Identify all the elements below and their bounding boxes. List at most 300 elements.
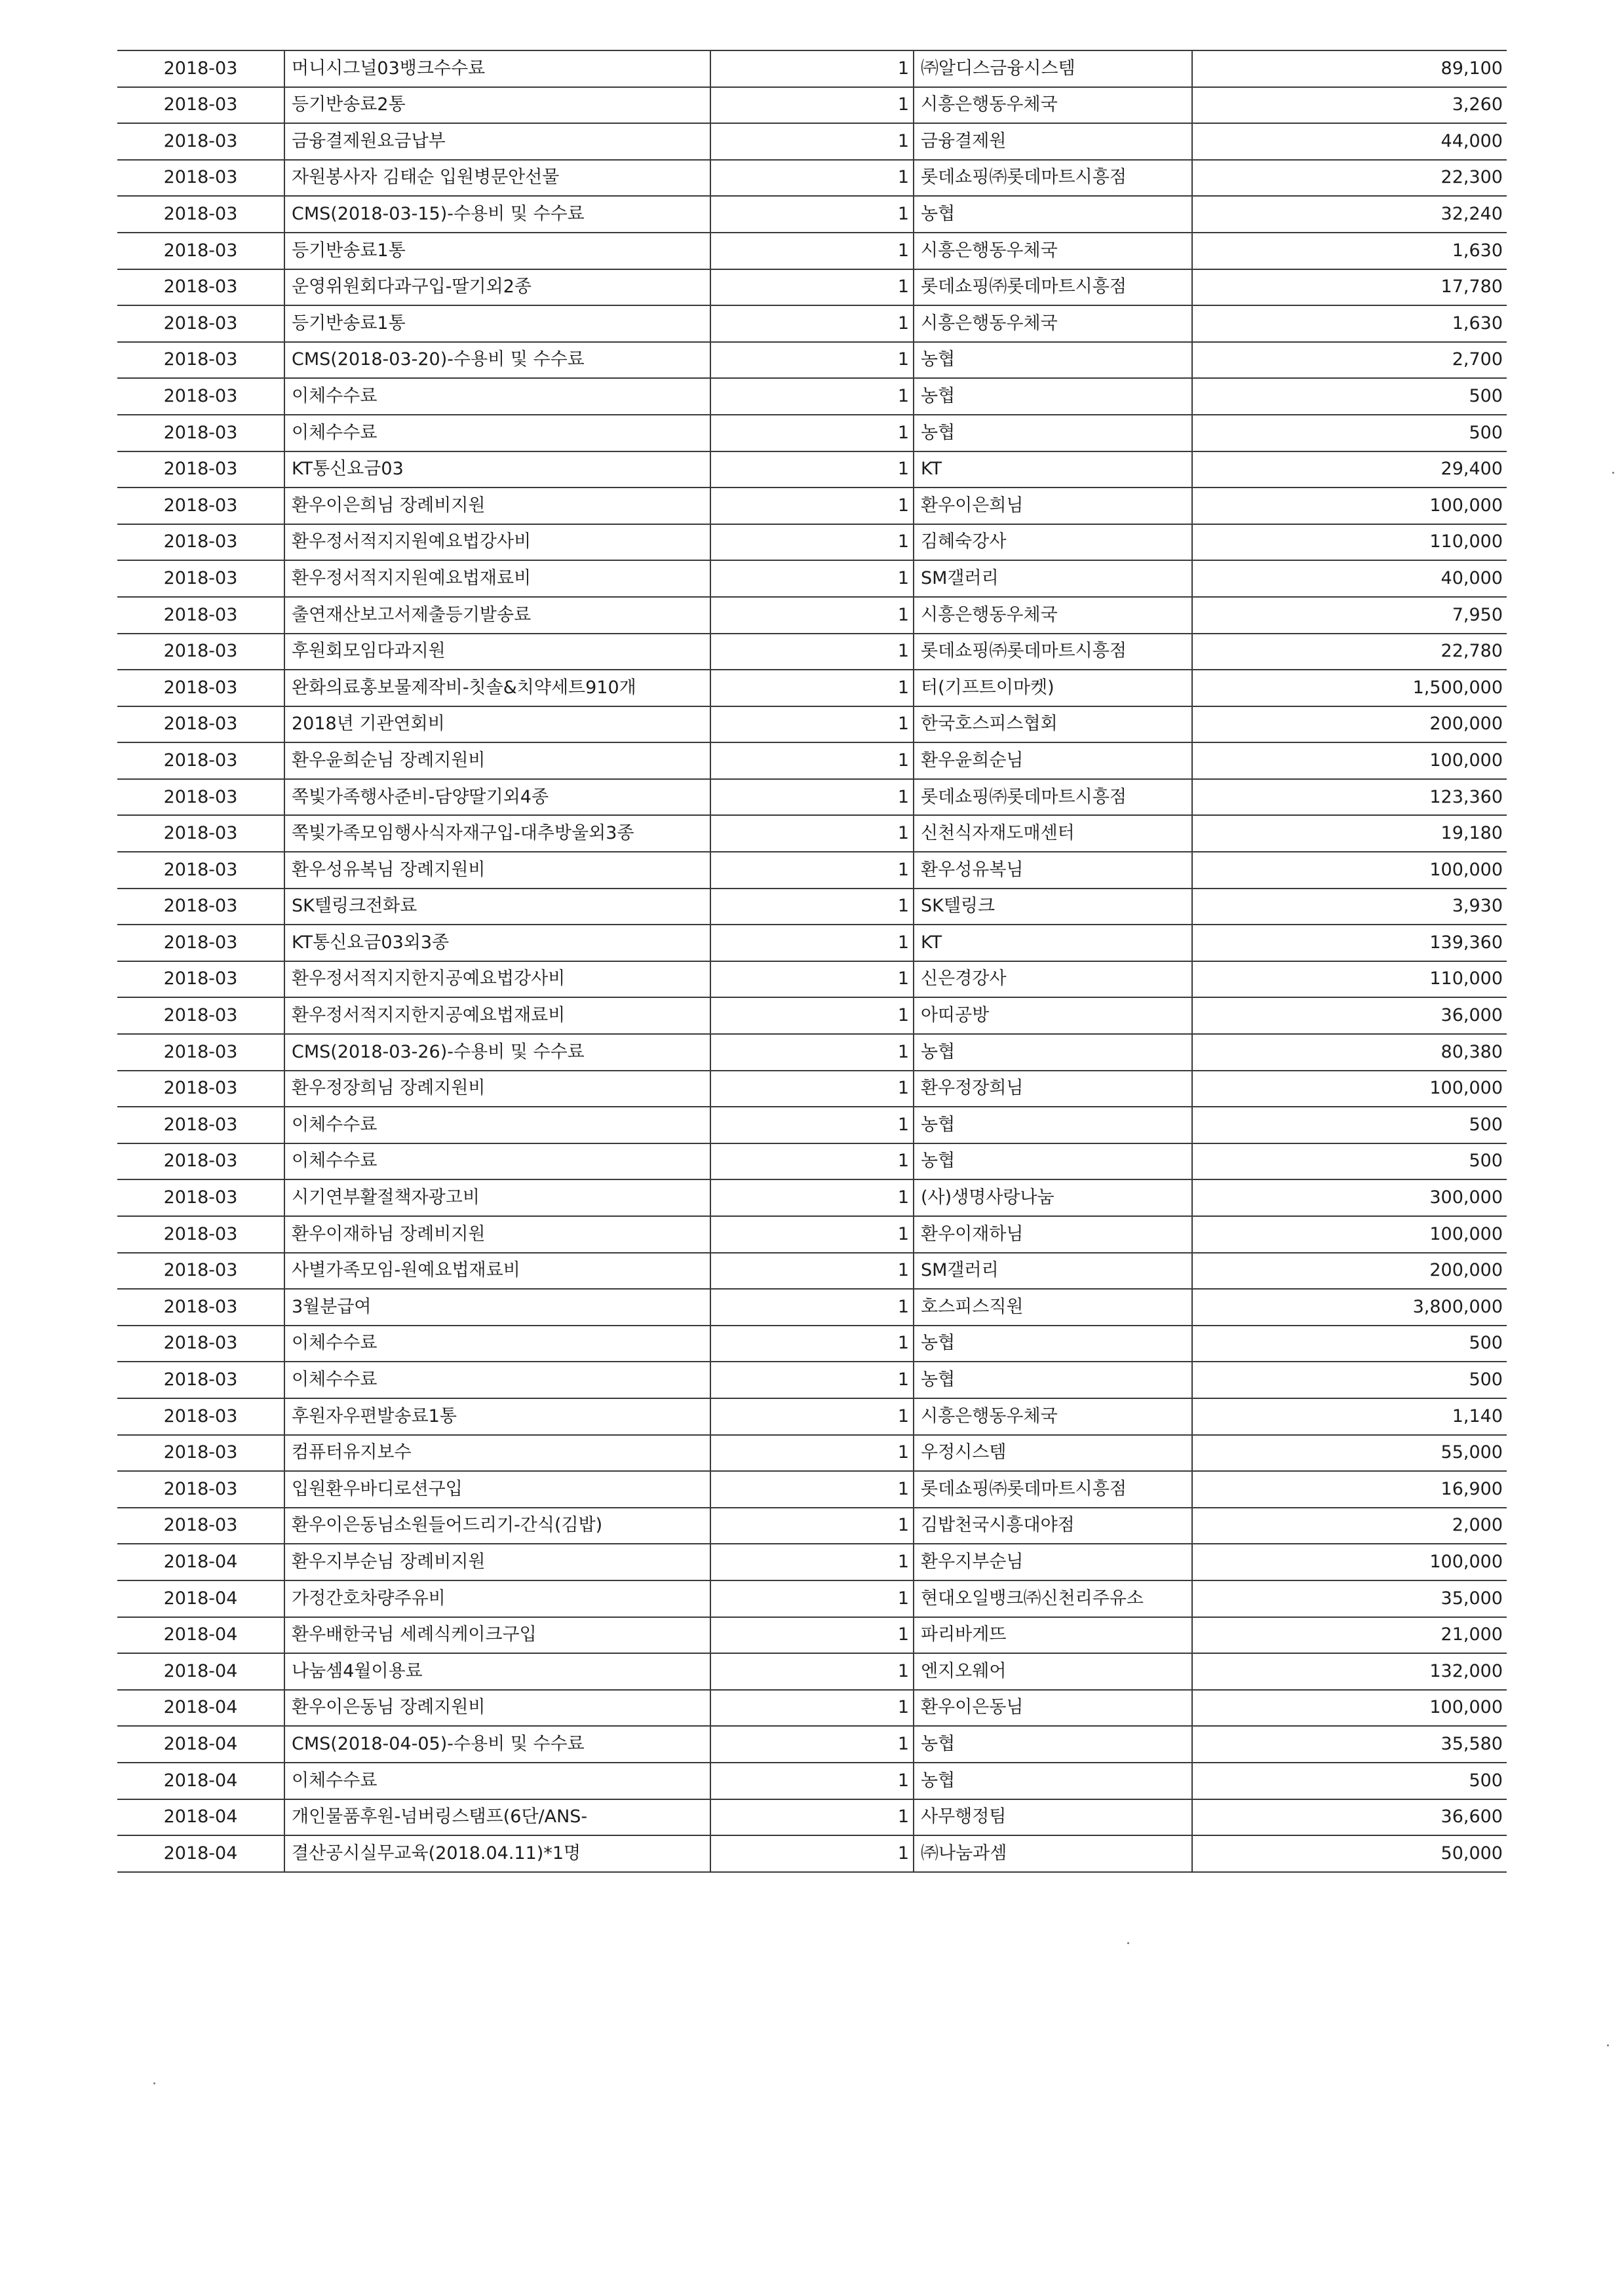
vendor-cell: 롯데쇼핑㈜롯데마트시흥점 (914, 269, 1192, 306)
table-row (117, 1835, 1507, 1872)
date-cell: 2018-03 (117, 779, 284, 816)
amount-cell: 29,400 (1192, 451, 1507, 488)
amount-cell: 1,140 (1192, 1398, 1507, 1435)
vendor-cell: 시흥은행동우체국 (914, 305, 1192, 342)
date-cell: 2018-03 (117, 451, 284, 488)
description-cell: 이체수수료 (284, 1326, 710, 1362)
vendor-cell: 현대오일뱅크㈜신천리주유소 (914, 1580, 1192, 1617)
amount-cell: 36,000 (1192, 997, 1507, 1034)
table-row (117, 1253, 1507, 1290)
description-cell: 등기반송료1통 (284, 233, 710, 269)
vendor-cell: 농협 (914, 415, 1192, 451)
date-cell: 2018-04 (117, 1763, 284, 1799)
table-row (117, 160, 1507, 197)
table-row (117, 269, 1507, 306)
amount-cell: 16,900 (1192, 1471, 1507, 1508)
table-row (117, 342, 1507, 379)
date-cell: 2018-04 (117, 1835, 284, 1872)
description-cell: 후원회모임다과지원 (284, 634, 710, 670)
table-row (117, 815, 1507, 852)
vendor-cell: 롯데쇼핑㈜롯데마트시흥점 (914, 634, 1192, 670)
vendor-cell: ㈜알디스금융시스템 (914, 50, 1192, 87)
vendor-cell: 농협 (914, 378, 1192, 415)
quantity-cell: 1 (710, 1544, 914, 1580)
date-cell: 2018-03 (117, 1034, 284, 1071)
table-row (117, 634, 1507, 670)
amount-cell: 139,360 (1192, 925, 1507, 961)
vendor-cell: 김혜숙강사 (914, 524, 1192, 561)
quantity-cell: 1 (710, 269, 914, 306)
vendor-cell: 환우지부순님 (914, 1544, 1192, 1580)
table-row (117, 706, 1507, 743)
description-cell: 결산공시실무교육(2018.04.11)*1명 (284, 1835, 710, 1872)
date-cell: 2018-03 (117, 160, 284, 197)
vendor-cell: 아띠공방 (914, 997, 1192, 1034)
amount-cell: 55,000 (1192, 1435, 1507, 1472)
vendor-cell: 농협 (914, 1107, 1192, 1143)
description-cell: 사별가족모임-원예요법재료비 (284, 1253, 710, 1290)
vendor-cell: SK텔링크 (914, 889, 1192, 925)
description-cell: 이체수수료 (284, 1143, 710, 1180)
quantity-cell: 1 (710, 961, 914, 998)
vendor-cell: 신은경강사 (914, 961, 1192, 998)
table-row (117, 1508, 1507, 1544)
amount-cell: 123,360 (1192, 779, 1507, 816)
quantity-cell: 1 (710, 1216, 914, 1253)
description-cell: 환우성유복님 장례지원비 (284, 852, 710, 889)
table-row (117, 670, 1507, 706)
amount-cell: 80,380 (1192, 1034, 1507, 1071)
date-cell: 2018-03 (117, 50, 284, 87)
vendor-cell: 시흥은행동우체국 (914, 233, 1192, 269)
vendor-cell: 농협 (914, 1362, 1192, 1398)
table-row (117, 997, 1507, 1034)
description-cell: 환우정서적지지원예요법강사비 (284, 524, 710, 561)
amount-cell: 3,800,000 (1192, 1289, 1507, 1326)
quantity-cell: 1 (710, 1835, 914, 1872)
description-cell: 2018년 기관연회비 (284, 706, 710, 743)
table-row (117, 1071, 1507, 1107)
description-cell: 이체수수료 (284, 378, 710, 415)
description-cell: 환우이은동님 장례지원비 (284, 1690, 710, 1727)
vendor-cell: (사)생명사랑나눔 (914, 1179, 1192, 1216)
date-cell: 2018-03 (117, 925, 284, 961)
amount-cell: 35,580 (1192, 1726, 1507, 1763)
date-cell: 2018-03 (117, 1179, 284, 1216)
table-row (117, 233, 1507, 269)
date-cell: 2018-03 (117, 1289, 284, 1326)
description-cell: 가정간호차량주유비 (284, 1580, 710, 1617)
amount-cell: 110,000 (1192, 524, 1507, 561)
description-cell: 이체수수료 (284, 1763, 710, 1799)
vendor-cell: 농협 (914, 196, 1192, 233)
vendor-cell: 시흥은행동우체국 (914, 1398, 1192, 1435)
quantity-cell: 1 (710, 160, 914, 197)
quantity-cell: 1 (710, 50, 914, 87)
vendor-cell: 우정시스템 (914, 1435, 1192, 1472)
date-cell: 2018-04 (117, 1580, 284, 1617)
date-cell: 2018-03 (117, 742, 284, 779)
table-row (117, 779, 1507, 816)
table-row (117, 961, 1507, 998)
date-cell: 2018-03 (117, 634, 284, 670)
vendor-cell: 환우이은희님 (914, 488, 1192, 524)
date-cell: 2018-04 (117, 1799, 284, 1836)
quantity-cell: 1 (710, 123, 914, 160)
amount-cell: 110,000 (1192, 961, 1507, 998)
date-cell: 2018-03 (117, 961, 284, 998)
quantity-cell: 1 (710, 1617, 914, 1654)
quantity-cell: 1 (710, 1763, 914, 1799)
table-row (117, 1690, 1507, 1727)
vendor-cell: 금융결제원 (914, 123, 1192, 160)
quantity-cell: 1 (710, 233, 914, 269)
description-cell: 환우이은희님 장례비지원 (284, 488, 710, 524)
table-row (117, 196, 1507, 233)
amount-cell: 44,000 (1192, 123, 1507, 160)
quantity-cell: 1 (710, 524, 914, 561)
vendor-cell: ㈜나눔과셈 (914, 1835, 1192, 1872)
quantity-cell: 1 (710, 1143, 914, 1180)
quantity-cell: 1 (710, 1071, 914, 1107)
vendor-cell: 농협 (914, 1726, 1192, 1763)
table-row (117, 1326, 1507, 1362)
amount-cell: 3,930 (1192, 889, 1507, 925)
quantity-cell: 1 (710, 852, 914, 889)
amount-cell: 1,630 (1192, 305, 1507, 342)
vendor-cell: 사무행정팀 (914, 1799, 1192, 1836)
quantity-cell: 1 (710, 997, 914, 1034)
vendor-cell: 환우윤희순님 (914, 742, 1192, 779)
description-cell: 환우정서적지지한지공예요법재료비 (284, 997, 710, 1034)
date-cell: 2018-03 (117, 196, 284, 233)
quantity-cell: 1 (710, 1690, 914, 1727)
quantity-cell: 1 (710, 1726, 914, 1763)
description-cell: 입원환우바디로션구입 (284, 1471, 710, 1508)
description-cell: 운영위원회다과구입-딸기외2종 (284, 269, 710, 306)
expense-ledger-table (117, 50, 1507, 1873)
table-row (117, 1763, 1507, 1799)
vendor-cell: 롯데쇼핑㈜롯데마트시흥점 (914, 779, 1192, 816)
amount-cell: 132,000 (1192, 1653, 1507, 1690)
table-row (117, 123, 1507, 160)
description-cell: KT통신요금03 (284, 451, 710, 488)
quantity-cell: 1 (710, 378, 914, 415)
description-cell: 등기반송료1통 (284, 305, 710, 342)
quantity-cell: 1 (710, 1471, 914, 1508)
description-cell: 이체수수료 (284, 415, 710, 451)
amount-cell: 100,000 (1192, 1071, 1507, 1107)
description-cell: 등기반송료2통 (284, 87, 710, 124)
quantity-cell: 1 (710, 597, 914, 634)
amount-cell: 50,000 (1192, 1835, 1507, 1872)
description-cell: 환우정서적지지원예요법재료비 (284, 560, 710, 597)
amount-cell: 300,000 (1192, 1179, 1507, 1216)
amount-cell: 200,000 (1192, 1253, 1507, 1290)
date-cell: 2018-03 (117, 233, 284, 269)
amount-cell: 1,630 (1192, 233, 1507, 269)
date-cell: 2018-03 (117, 305, 284, 342)
date-cell: 2018-03 (117, 706, 284, 743)
vendor-cell: 농협 (914, 342, 1192, 379)
quantity-cell: 1 (710, 1362, 914, 1398)
table-row (117, 1653, 1507, 1690)
amount-cell: 22,780 (1192, 634, 1507, 670)
description-cell: SK텔링크전화료 (284, 889, 710, 925)
vendor-cell: SM갤러리 (914, 560, 1192, 597)
table-row (117, 1471, 1507, 1508)
date-cell: 2018-03 (117, 597, 284, 634)
quantity-cell: 1 (710, 1799, 914, 1836)
vendor-cell: KT (914, 925, 1192, 961)
quantity-cell: 1 (710, 451, 914, 488)
vendor-cell: 엔지오웨어 (914, 1653, 1192, 1690)
table-row (117, 1617, 1507, 1654)
amount-cell: 100,000 (1192, 742, 1507, 779)
amount-cell: 500 (1192, 1326, 1507, 1362)
table-row (117, 1143, 1507, 1180)
table-row (117, 87, 1507, 124)
date-cell: 2018-04 (117, 1617, 284, 1654)
vendor-cell: 롯데쇼핑㈜롯데마트시흥점 (914, 1471, 1192, 1508)
description-cell: CMS(2018-03-20)-수용비 및 수수료 (284, 342, 710, 379)
amount-cell: 100,000 (1192, 1544, 1507, 1580)
quantity-cell: 1 (710, 196, 914, 233)
description-cell: CMS(2018-03-15)-수용비 및 수수료 (284, 196, 710, 233)
table-row (117, 378, 1507, 415)
amount-cell: 17,780 (1192, 269, 1507, 306)
description-cell: 환우지부순님 장례비지원 (284, 1544, 710, 1580)
date-cell: 2018-03 (117, 1508, 284, 1544)
table-row (117, 488, 1507, 524)
ledger-body (117, 50, 1507, 1872)
date-cell: 2018-03 (117, 1435, 284, 1472)
quantity-cell: 1 (710, 305, 914, 342)
date-cell: 2018-03 (117, 670, 284, 706)
date-cell: 2018-03 (117, 560, 284, 597)
date-cell: 2018-03 (117, 342, 284, 379)
amount-cell: 100,000 (1192, 1216, 1507, 1253)
quantity-cell: 1 (710, 815, 914, 852)
table-row (117, 1398, 1507, 1435)
amount-cell: 500 (1192, 378, 1507, 415)
table-row (117, 415, 1507, 451)
vendor-cell: 시흥은행동우체국 (914, 597, 1192, 634)
date-cell: 2018-03 (117, 1326, 284, 1362)
amount-cell: 1,500,000 (1192, 670, 1507, 706)
table-row (117, 1107, 1507, 1143)
table-row (117, 597, 1507, 634)
scan-speck (153, 2082, 155, 2084)
description-cell: 환우배한국님 세례식케이크구입 (284, 1617, 710, 1654)
date-cell: 2018-03 (117, 524, 284, 561)
description-cell: KT통신요금03외3종 (284, 925, 710, 961)
quantity-cell: 1 (710, 1580, 914, 1617)
vendor-cell: 환우정장희님 (914, 1071, 1192, 1107)
table-row (117, 305, 1507, 342)
amount-cell: 500 (1192, 1362, 1507, 1398)
description-cell: 금융결제원요금납부 (284, 123, 710, 160)
description-cell: 3월분급여 (284, 1289, 710, 1326)
amount-cell: 32,240 (1192, 196, 1507, 233)
description-cell: CMS(2018-03-26)-수용비 및 수수료 (284, 1034, 710, 1071)
vendor-cell: 농협 (914, 1034, 1192, 1071)
table-row (117, 1362, 1507, 1398)
amount-cell: 22,300 (1192, 160, 1507, 197)
table-row (117, 889, 1507, 925)
table-row (117, 451, 1507, 488)
description-cell: 쪽빛가족모임행사식자재구입-대추방울외3종 (284, 815, 710, 852)
amount-cell: 100,000 (1192, 1690, 1507, 1727)
description-cell: 환우정장희님 장례지원비 (284, 1071, 710, 1107)
date-cell: 2018-04 (117, 1544, 284, 1580)
amount-cell: 500 (1192, 1763, 1507, 1799)
date-cell: 2018-03 (117, 87, 284, 124)
vendor-cell: 호스피스직원 (914, 1289, 1192, 1326)
description-cell: 쪽빛가족행사준비-담양딸기외4종 (284, 779, 710, 816)
quantity-cell: 1 (710, 1289, 914, 1326)
vendor-cell: 환우성유복님 (914, 852, 1192, 889)
quantity-cell: 1 (710, 87, 914, 124)
description-cell: CMS(2018-04-05)-수용비 및 수수료 (284, 1726, 710, 1763)
vendor-cell: 농협 (914, 1763, 1192, 1799)
table-row (117, 1034, 1507, 1071)
quantity-cell: 1 (710, 1398, 914, 1435)
date-cell: 2018-03 (117, 1216, 284, 1253)
amount-cell: 100,000 (1192, 852, 1507, 889)
date-cell: 2018-04 (117, 1653, 284, 1690)
vendor-cell: 환우이은동님 (914, 1690, 1192, 1727)
amount-cell: 7,950 (1192, 597, 1507, 634)
description-cell: 이체수수료 (284, 1362, 710, 1398)
amount-cell: 500 (1192, 415, 1507, 451)
date-cell: 2018-03 (117, 815, 284, 852)
date-cell: 2018-03 (117, 415, 284, 451)
amount-cell: 89,100 (1192, 50, 1507, 87)
table-row (117, 524, 1507, 561)
scan-speck (1612, 472, 1614, 474)
date-cell: 2018-03 (117, 269, 284, 306)
description-cell: 후원자우편발송료1통 (284, 1398, 710, 1435)
date-cell: 2018-03 (117, 852, 284, 889)
description-cell: 환우정서적지지한지공예요법강사비 (284, 961, 710, 998)
amount-cell: 36,600 (1192, 1799, 1507, 1836)
amount-cell: 2,000 (1192, 1508, 1507, 1544)
vendor-cell: 신천식자재도매센터 (914, 815, 1192, 852)
amount-cell: 35,000 (1192, 1580, 1507, 1617)
vendor-cell: KT (914, 451, 1192, 488)
amount-cell: 100,000 (1192, 488, 1507, 524)
quantity-cell: 1 (710, 889, 914, 925)
quantity-cell: 1 (710, 560, 914, 597)
quantity-cell: 1 (710, 1179, 914, 1216)
vendor-cell: 시흥은행동우체국 (914, 87, 1192, 124)
amount-cell: 200,000 (1192, 706, 1507, 743)
scan-speck (1607, 2044, 1609, 2046)
date-cell: 2018-04 (117, 1690, 284, 1727)
date-cell: 2018-03 (117, 488, 284, 524)
quantity-cell: 1 (710, 742, 914, 779)
table-row (117, 1435, 1507, 1472)
vendor-cell: 롯데쇼핑㈜롯데마트시흥점 (914, 160, 1192, 197)
vendor-cell: 파리바게뜨 (914, 1617, 1192, 1654)
vendor-cell: 김밥천국시흥대야점 (914, 1508, 1192, 1544)
amount-cell: 2,700 (1192, 342, 1507, 379)
table-row (117, 1799, 1507, 1836)
description-cell: 시기연부활절책자광고비 (284, 1179, 710, 1216)
description-cell: 머니시그널03뱅크수수료 (284, 50, 710, 87)
quantity-cell: 1 (710, 1107, 914, 1143)
quantity-cell: 1 (710, 779, 914, 816)
date-cell: 2018-03 (117, 1253, 284, 1290)
date-cell: 2018-03 (117, 997, 284, 1034)
date-cell: 2018-03 (117, 1107, 284, 1143)
quantity-cell: 1 (710, 488, 914, 524)
quantity-cell: 1 (710, 1034, 914, 1071)
description-cell: 출연재산보고서제출등기발송료 (284, 597, 710, 634)
quantity-cell: 1 (710, 670, 914, 706)
description-cell: 완화의료홍보물제작비-칫솔&치약세트910개 (284, 670, 710, 706)
quantity-cell: 1 (710, 706, 914, 743)
table-row (117, 1726, 1507, 1763)
table-row (117, 742, 1507, 779)
vendor-cell: 터(기프트이마켓) (914, 670, 1192, 706)
vendor-cell: 농협 (914, 1143, 1192, 1180)
vendor-cell: 환우이재하님 (914, 1216, 1192, 1253)
date-cell: 2018-03 (117, 1362, 284, 1398)
date-cell: 2018-03 (117, 1398, 284, 1435)
description-cell: 개인물품후원-넘버링스탬프(6단/ANS- (284, 1799, 710, 1836)
description-cell: 나눔셈4월이용료 (284, 1653, 710, 1690)
table-row (117, 1580, 1507, 1617)
table-row (117, 852, 1507, 889)
description-cell: 컴퓨터유지보수 (284, 1435, 710, 1472)
amount-cell: 500 (1192, 1107, 1507, 1143)
description-cell: 환우이재하님 장례비지원 (284, 1216, 710, 1253)
date-cell: 2018-04 (117, 1726, 284, 1763)
table-row (117, 925, 1507, 961)
table-row (117, 1289, 1507, 1326)
date-cell: 2018-03 (117, 1143, 284, 1180)
description-cell: 이체수수료 (284, 1107, 710, 1143)
date-cell: 2018-03 (117, 889, 284, 925)
date-cell: 2018-03 (117, 1471, 284, 1508)
quantity-cell: 1 (710, 1653, 914, 1690)
description-cell: 환우윤희순님 장례지원비 (284, 742, 710, 779)
table-row (117, 1544, 1507, 1580)
scan-speck (1127, 1942, 1129, 1944)
amount-cell: 3,260 (1192, 87, 1507, 124)
table-row (117, 50, 1507, 87)
quantity-cell: 1 (710, 342, 914, 379)
table-row (117, 560, 1507, 597)
vendor-cell: 한국호스피스협회 (914, 706, 1192, 743)
date-cell: 2018-03 (117, 123, 284, 160)
quantity-cell: 1 (710, 634, 914, 670)
amount-cell: 19,180 (1192, 815, 1507, 852)
vendor-cell: 농협 (914, 1326, 1192, 1362)
amount-cell: 40,000 (1192, 560, 1507, 597)
description-cell: 환우이은동님소원들어드리기-간식(김밥) (284, 1508, 710, 1544)
quantity-cell: 1 (710, 925, 914, 961)
amount-cell: 21,000 (1192, 1617, 1507, 1654)
quantity-cell: 1 (710, 1508, 914, 1544)
date-cell: 2018-03 (117, 378, 284, 415)
amount-cell: 500 (1192, 1143, 1507, 1180)
quantity-cell: 1 (710, 1435, 914, 1472)
vendor-cell: SM갤러리 (914, 1253, 1192, 1290)
quantity-cell: 1 (710, 1253, 914, 1290)
